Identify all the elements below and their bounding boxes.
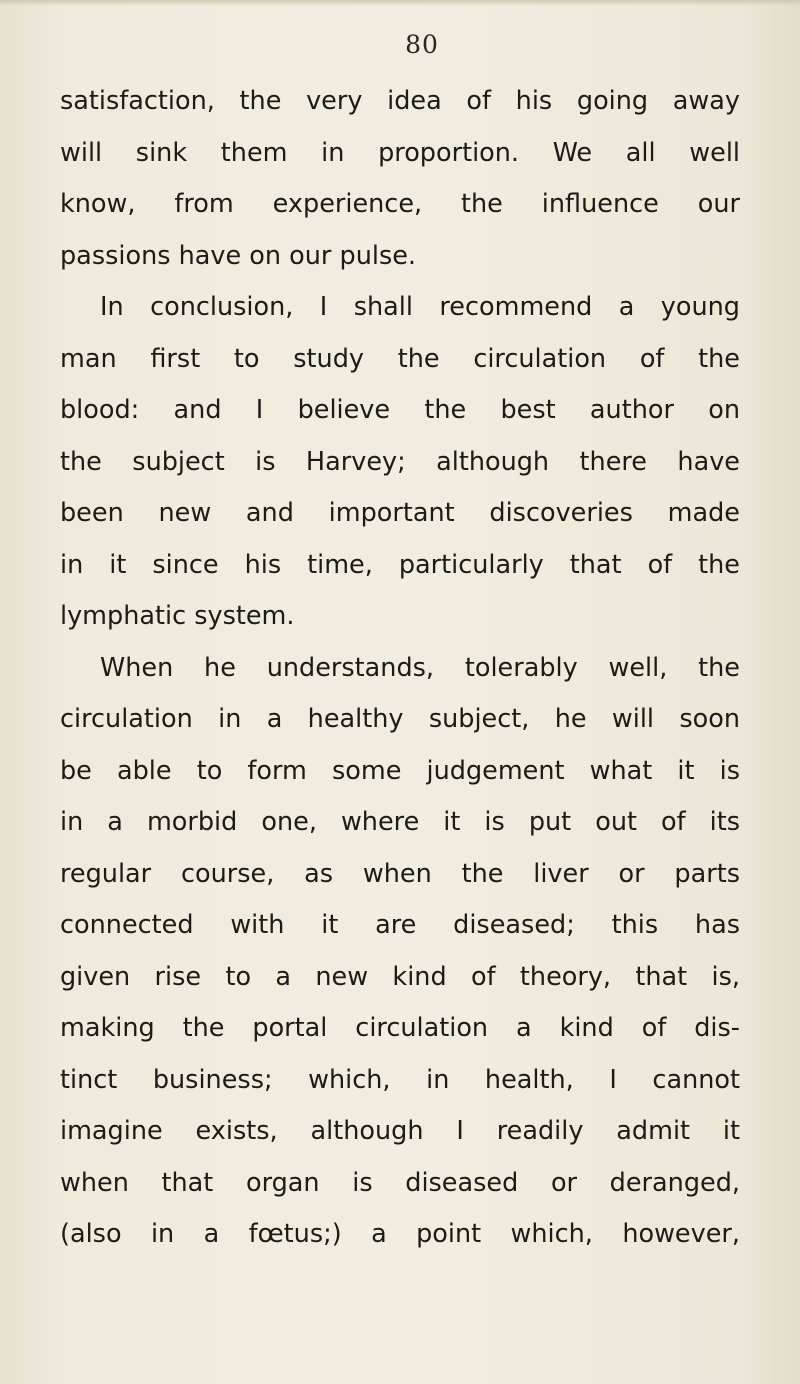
text-line: making the portal circulation a kind of dis-: [60, 1013, 740, 1043]
text-line: in it since his time, particularly that of the: [60, 549, 740, 580]
text-line: tinct business; which, in health, I cannot: [60, 1064, 740, 1095]
text-line: been new and important discoveries made: [60, 498, 740, 528]
text-line: blood: and I believe the best author on: [60, 395, 740, 425]
text-line: connected with it are diseased; this has: [60, 910, 740, 940]
body-text: [60, 76, 740, 1261]
text-line: (also in a fœtus;) a point which, however,: [60, 1219, 740, 1249]
text-line: will sink them in proportion. We all well: [60, 137, 740, 168]
text-line: be able to form some judgement what it is: [60, 755, 740, 786]
text-line: circulation in a healthy subject, he will soon: [60, 704, 740, 734]
text-line: satisfaction, the very idea of his going away: [60, 86, 740, 116]
text-line: man first to study the circulation of the: [60, 343, 740, 374]
text-line: regular course, as when the liver or parts: [60, 858, 740, 889]
text-line: lymphatic system.: [60, 601, 295, 631]
text-line: the subject is Harvey; although there have: [60, 446, 740, 477]
text-line: given rise to a new kind of theory, that is,: [60, 961, 740, 992]
text-line: When he understands, tolerably well, the: [100, 652, 740, 683]
text-line: in a morbid one, where it is put out of its: [60, 807, 740, 837]
text-line: passions have on our pulse.: [60, 240, 417, 271]
text-line: when that organ is diseased or deranged,: [60, 1167, 740, 1198]
text-line: In conclusion, I shall recommend a young: [100, 292, 740, 322]
text-line: know, from experience, the influence our: [60, 189, 740, 219]
text-line: imagine exists, although I readily admit it: [60, 1116, 740, 1146]
page-number: 80: [405, 30, 439, 59]
page-top-edge: [0, 0, 800, 6]
